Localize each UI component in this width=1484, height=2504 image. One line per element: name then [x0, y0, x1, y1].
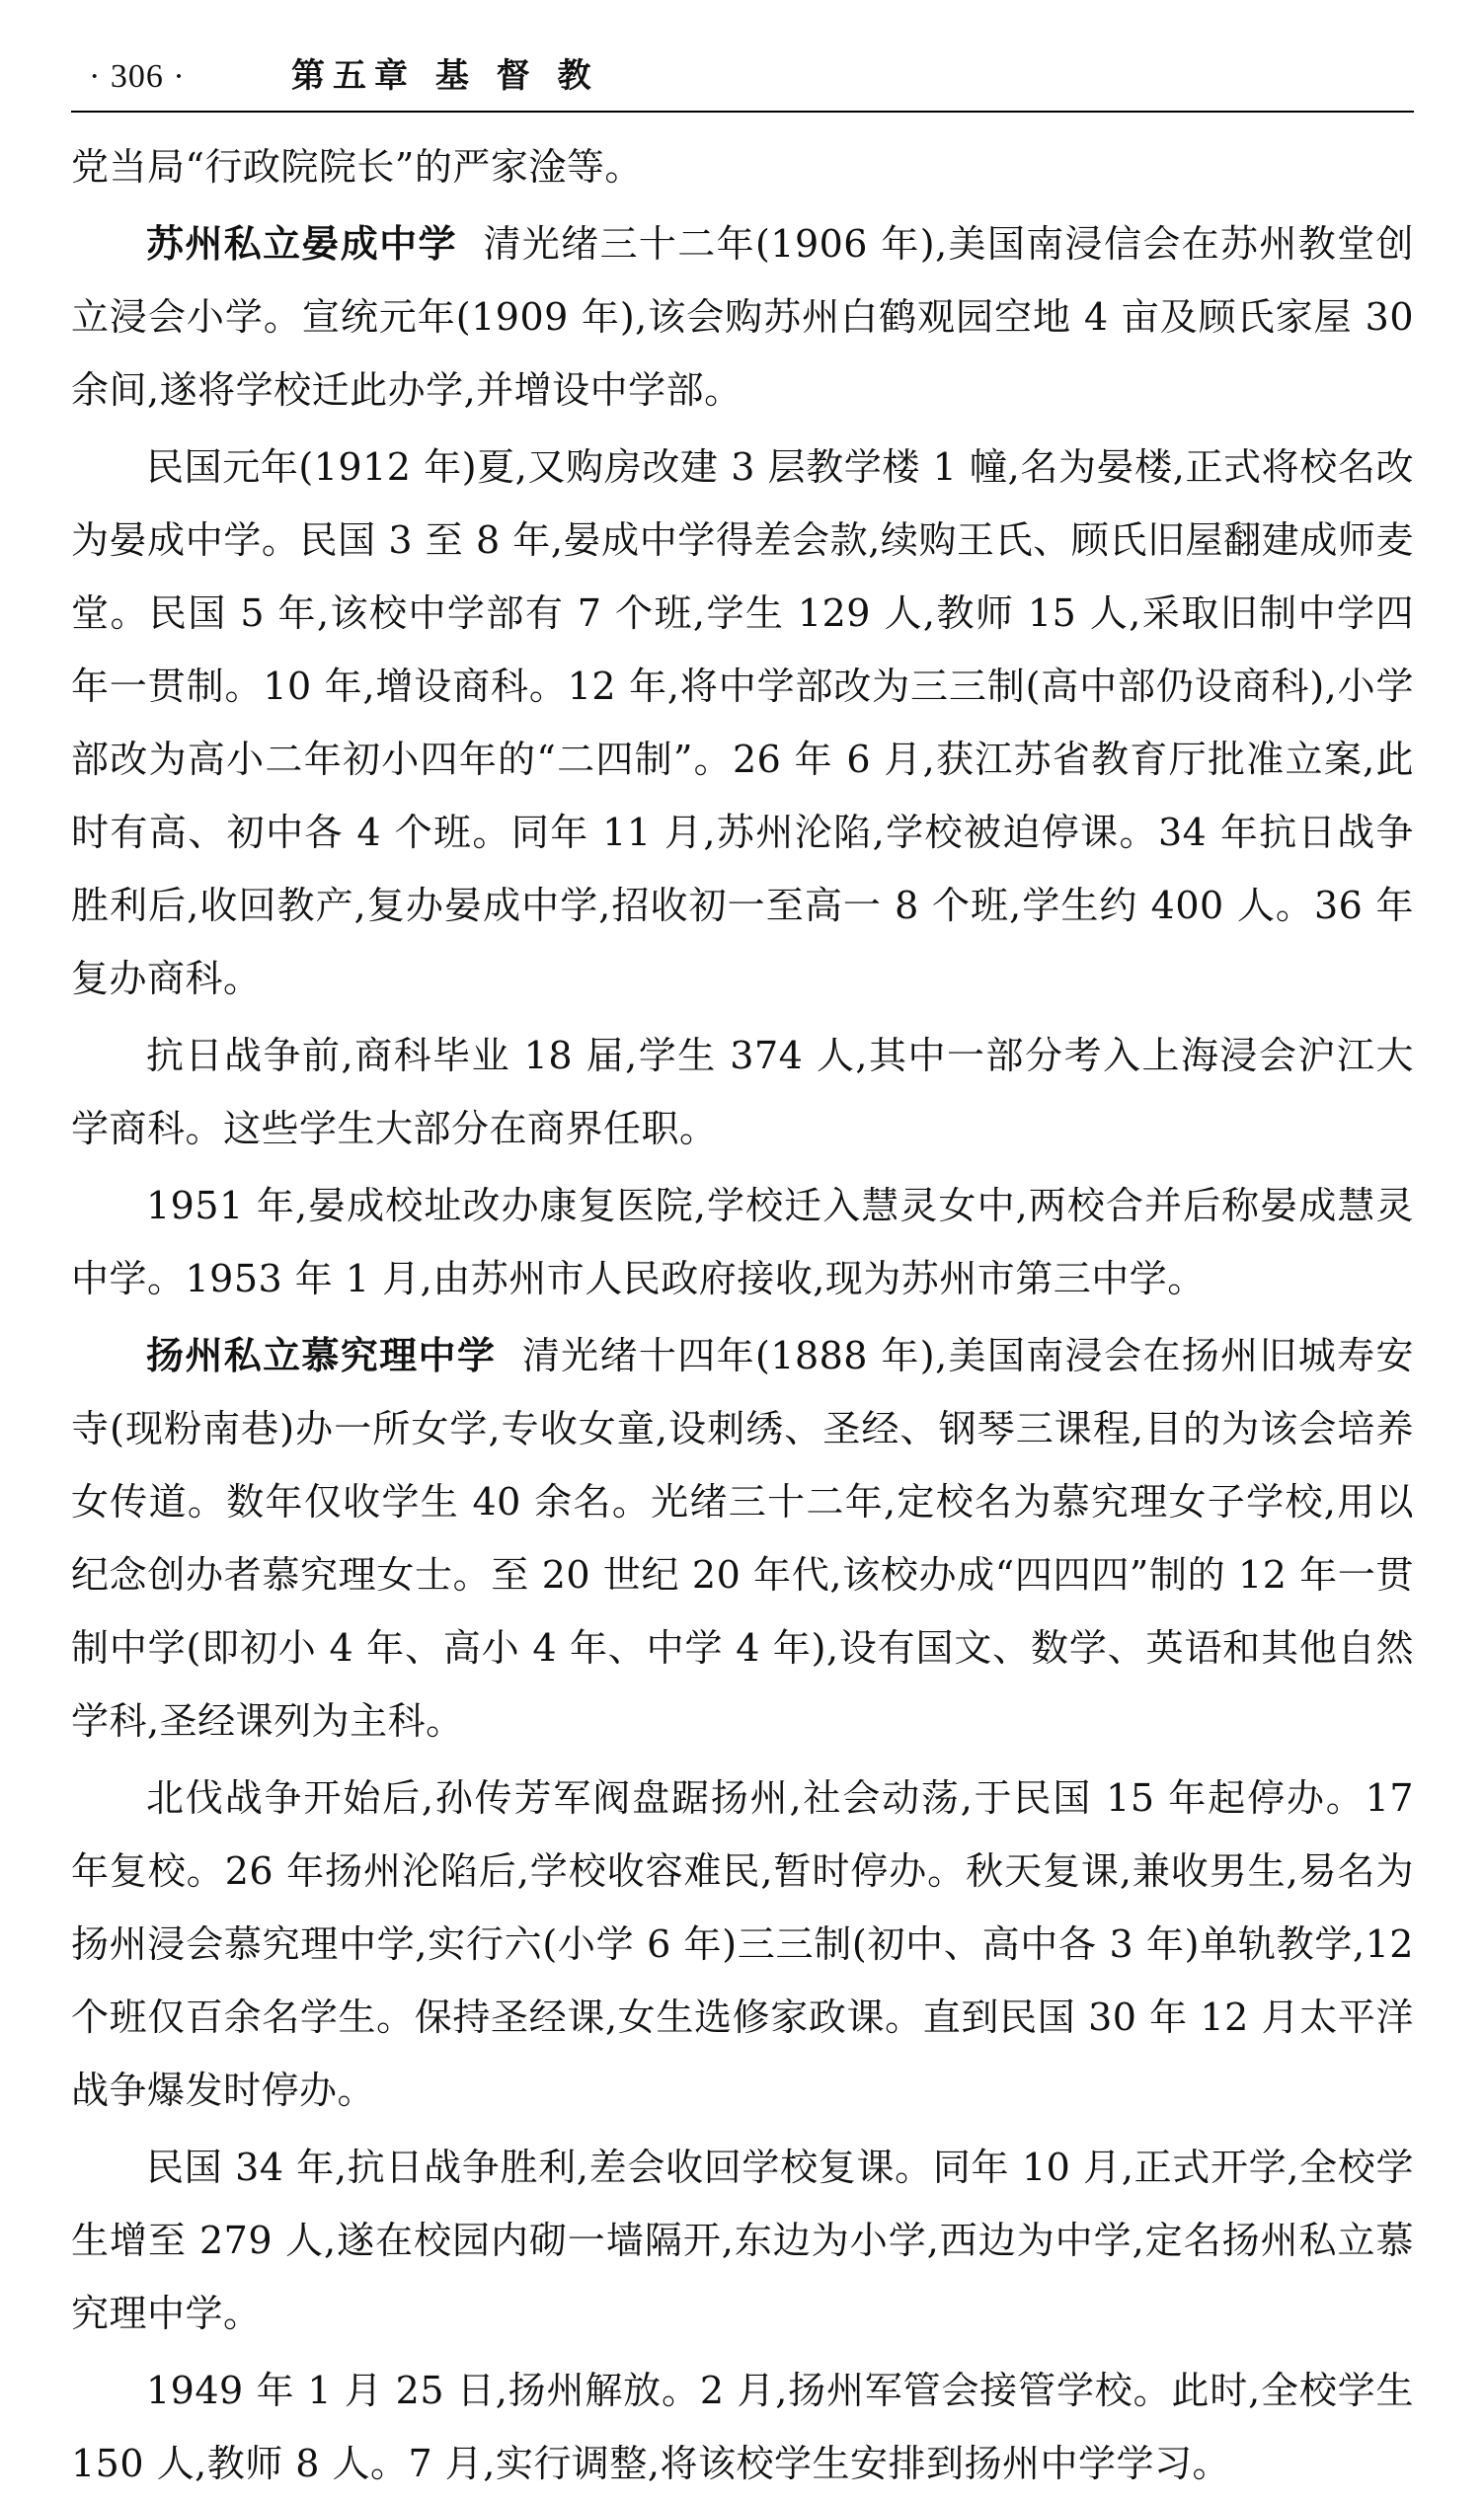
body-text	[71, 130, 1414, 2500]
paragraph-continued: 党当局“行政院院长”的严家淦等。	[71, 145, 643, 189]
page-number: · 306 ·	[89, 58, 186, 95]
section-title-suzhou-yancheng: 苏州私立晏成中学	[146, 222, 457, 266]
section-title-yangzhou-mujiuli: 扬州私立慕究理中学	[146, 1334, 497, 1377]
paragraph: 抗日战争前,商科毕业 18 届,学生 374 人,其中一部分考入上海浸会沪江大学商科。这些学生大部分在商界任职。	[71, 1034, 1414, 1150]
paragraph-yangzhou-intro	[71, 1319, 1414, 1758]
running-head	[71, 47, 1414, 105]
paragraph: 1951 年,晏成校址改办康复医院,学校迁入慧灵女中,两校合并后称晏成慧灵中学。1953 年 1 月,由苏州市人民政府接收,现为苏州市第三中学。	[71, 1184, 1414, 1300]
paragraph-suzhou-intro	[71, 207, 1414, 427]
paragraph: 北伐战争开始后,孙传芳军阀盘踞扬州,社会动荡,于民国 15 年起停办。17 年复校。26 年扬州沦陷后,学校收容难民,暂时停办。秋天复课,兼收男生,易名为扬州浸会慕究理中学,实行六(小学 6 年)三三制(初中、高中各 3 年)单轨教学,12 个班仅百余名学生。保持圣经课,女生选修家政课。直到民国 30 年 12 月太平洋战争爆发时停办。	[71, 1776, 1414, 2112]
paragraph-text: 清光绪十四年(1888 年),美国南浸会在扬州旧城寿安寺(现粉南巷)办一所女学,专收女童,设刺绣、圣经、钢琴三课程,目的为该会培养女传道。数年仅收学生 40 余名。光绪三十二年,定校名为慕究理女子学校,用以纪念创办者慕究理女士。至 20 世纪 20 年代,该校办成“四四四”制的 12 年一贯制中学(即初小 4 年、高小 4 年、中学 4 年),设有国文、数学、英语和其他自然学科,圣经课列为主科。	[71, 1334, 1414, 1743]
header-rule	[71, 111, 1414, 113]
book-page	[71, 47, 1414, 2504]
paragraph: 民国 34 年,抗日战争胜利,差会收回学校复课。同年 10 月,正式开学,全校学生增至 279 人,遂在校园内砌一墙隔开,东边为小学,西边为中学,定名扬州私立慕究理中学。	[71, 2146, 1414, 2335]
chapter-title: 第五章 基 督 教	[291, 56, 599, 96]
paragraph: 民国元年(1912 年)夏,又购房改建 3 层教学楼 1 幢,名为晏楼,正式将校名改为晏成中学。民国 3 至 8 年,晏成中学得差会款,续购王氏、顾氏旧屋翻建成师麦堂。民国 5 年,该校中学部有 7 个班,学生 129 人,教师 15 人,采取旧制中学四年一贯制。10 年,增设商科。12 年,将中学部改为三三制(高中部仍设商科),小学部改为高小二年初小四年的“二四制”。26 年 6 月,获江苏省教育厅批准立案,此时有高、初中各 4 个班。同年 11 月,苏州沦陷,学校被迫停课。34 年抗日战争胜利后,收回教产,复办晏成中学,招收初一至高一 8 个班,学生约 400 人。36 年复办商科。	[71, 445, 1414, 1000]
paragraph-text: 清光绪三十二年(1906 年),美国南浸信会在苏州教堂创立浸会小学。宣统元年(1909 年),该会购苏州白鹤观园空地 4 亩及顾氏家屋 30 余间,遂将学校迁此办学,并增设中学部。	[71, 222, 1414, 412]
paragraph: 1949 年 1 月 25 日,扬州解放。2 月,扬州军管会接管学校。此时,全校学生 150 人,教师 8 人。7 月,实行调整,将该校学生安排到扬州中学学习。	[71, 2369, 1414, 2485]
